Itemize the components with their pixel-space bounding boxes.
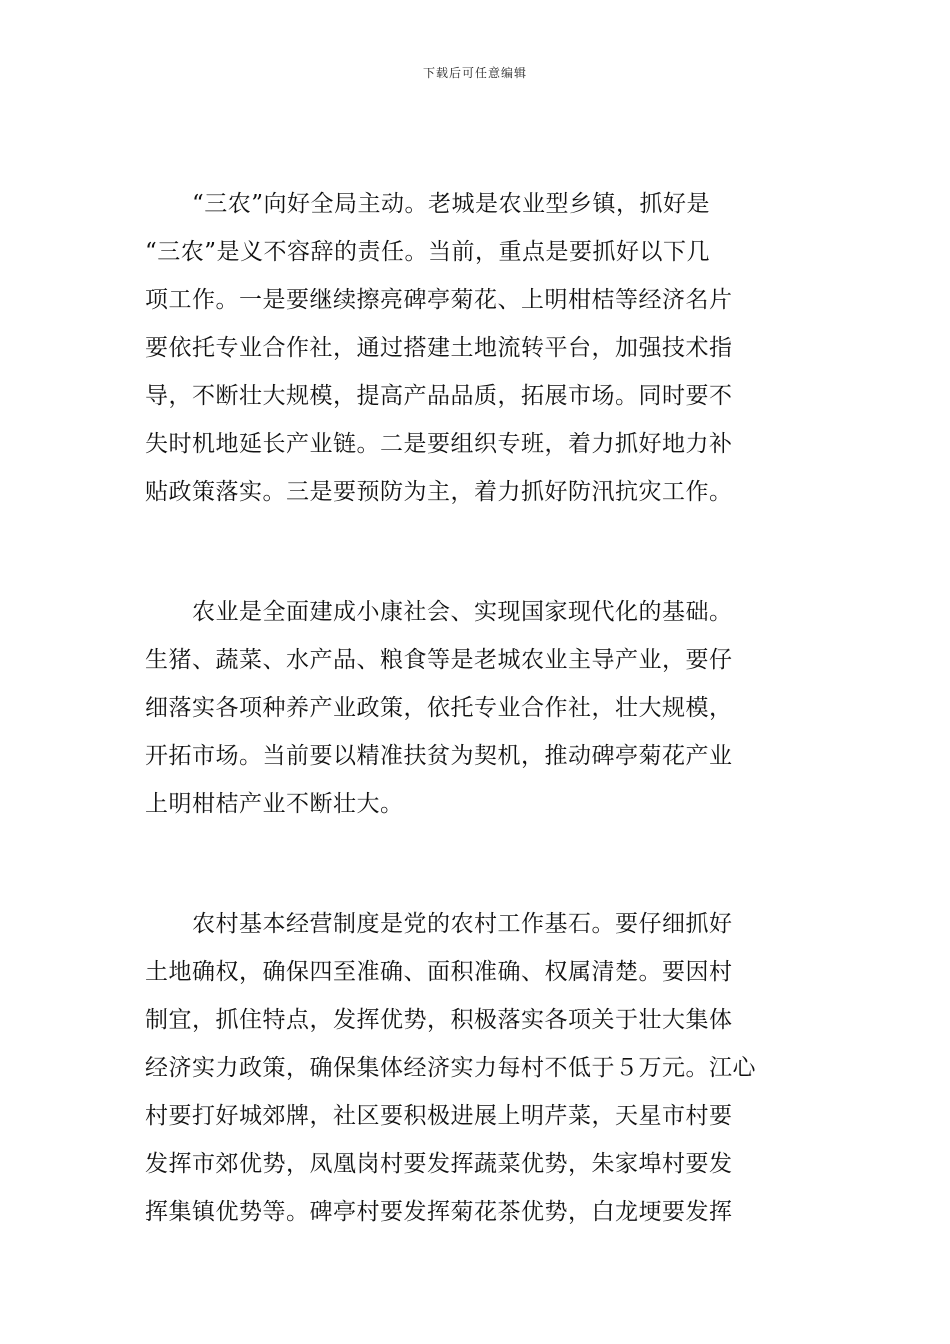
- text-line: 制宜，抓住特点，发挥优势，积极落实各项关于壮大集体: [145, 1007, 733, 1033]
- text-line: “三农”是义不容辞的责任。当前，重点是要抓好以下几: [145, 239, 711, 265]
- text-line: 贴政策落实。三是要预防为主，着力抓好防汛抗灾工作。: [145, 479, 733, 505]
- paragraph-2: [145, 588, 809, 828]
- text-line: 细落实各项种养产业政策，依托专业合作社，壮大规模，: [145, 695, 733, 721]
- text-line: 开拓市场。当前要以精准扶贫为契机，推动碑亭菊花产业: [145, 743, 733, 769]
- text-line: 经济实力政策，确保集体经济实力每村不低于５万元。江心: [145, 1055, 756, 1081]
- paragraph-1: [145, 180, 809, 516]
- text-line: 农业是全面建成小康社会、实现国家现代化的基础。: [145, 599, 733, 625]
- text-line: “三农”向好全局主动。老城是农业型乡镇，抓好是: [145, 191, 711, 217]
- paragraph-spacer: [145, 828, 809, 900]
- text-line: 发挥市郊优势，凤凰岗村要发挥蔬菜优势，朱家埠村要发: [145, 1151, 733, 1177]
- page-header: 下载后可任意编辑: [422, 66, 527, 80]
- text-line: 失时机地延长产业链。二是要组织专班，着力抓好地力补: [145, 431, 733, 457]
- text-line: 土地确权，确保四至准确、面积准确、权属清楚。要因村: [145, 959, 733, 985]
- text-line: 生猪、蔬菜、水产品、粮食等是老城农业主导产业，要仔: [145, 647, 733, 673]
- text-line: 农村基本经营制度是党的农村工作基石。要仔细抓好: [145, 911, 733, 937]
- text-line: 要依托专业合作社，通过搭建土地流转平台，加强技术指: [145, 335, 733, 361]
- text-line: 上明柑桔产业不断壮大。: [145, 791, 404, 817]
- text-line: 挥集镇优势等。碑亭村要发挥菊花茶优势，白龙埂要发挥: [145, 1199, 733, 1225]
- text-line: 导，不断壮大规模，提高产品品质，拓展市场。同时要不: [145, 383, 733, 409]
- paragraph-3: [145, 900, 809, 1236]
- text-line: 项工作。一是要继续擦亮碑亭菊花、上明柑桔等经济名片: [145, 287, 733, 313]
- paragraph-spacer: [145, 516, 809, 588]
- text-line: 村要打好城郊牌，社区要积极进展上明芹菜，天星市村要: [145, 1103, 733, 1129]
- document-body: [145, 180, 809, 1236]
